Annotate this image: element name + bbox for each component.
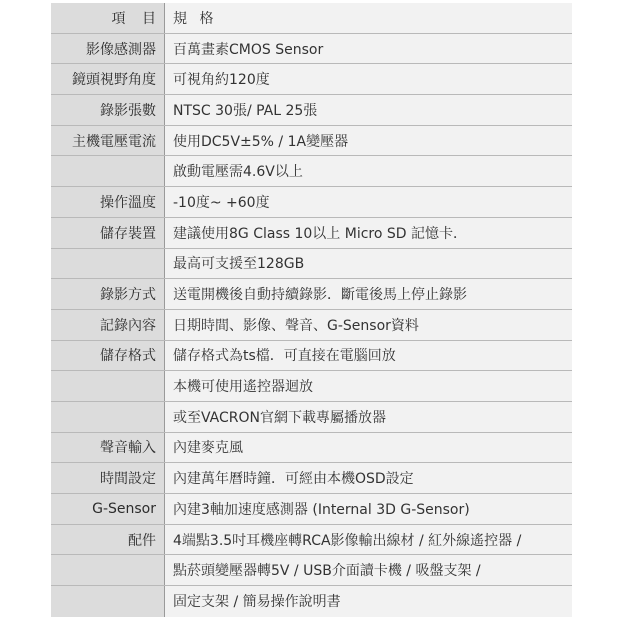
header-spec-label: 規 格 <box>165 3 572 33</box>
row-value: 最高可支援至128GB <box>165 249 572 279</box>
row-value: 送電開機後自動持續錄影．斷電後馬上停止錄影 <box>165 279 572 309</box>
table-row <box>51 279 572 310</box>
row-value: 日期時間、影像、聲音、G-Sensor資料 <box>165 310 572 340</box>
row-value: 或至VACRON官網下載專屬播放器 <box>165 402 572 432</box>
table-row <box>51 187 572 218</box>
table-row <box>51 156 572 187</box>
row-label: 儲存裝置 <box>51 218 165 248</box>
row-value: 4端點3.5吋耳機座轉RCA影像輸出線材 / 紅外線遙控器 / <box>165 525 572 555</box>
row-value: 可視角約120度 <box>165 64 572 94</box>
table-row <box>51 463 572 494</box>
row-value: 百萬畫素CMOS Sensor <box>165 34 572 64</box>
table-row <box>51 64 572 95</box>
row-value: 內建3軸加速度感測器 (Internal 3D G-Sensor) <box>165 494 572 524</box>
row-value: NTSC 30張/ PAL 25張 <box>165 95 572 125</box>
table-row <box>51 126 572 157</box>
header-item-label: 項 目 <box>51 3 165 33</box>
table-row <box>51 555 572 586</box>
table-row <box>51 525 572 556</box>
table-header-row <box>51 3 572 34</box>
table-row <box>51 95 572 126</box>
row-label-empty <box>51 586 165 617</box>
row-label: 記錄內容 <box>51 310 165 340</box>
table-row <box>51 371 572 402</box>
table-row <box>51 218 572 249</box>
row-label: 儲存格式 <box>51 341 165 371</box>
row-value: 使用DC5V±5% / 1A變壓器 <box>165 126 572 156</box>
table-row <box>51 433 572 464</box>
row-label-empty <box>51 402 165 432</box>
row-label: 聲音輸入 <box>51 433 165 463</box>
row-value: 固定支架 / 簡易操作說明書 <box>165 586 572 617</box>
row-value: 本機可使用遙控器迴放 <box>165 371 572 401</box>
row-label: 影像感測器 <box>51 34 165 64</box>
row-label: 時間設定 <box>51 463 165 493</box>
row-label: G-Sensor <box>51 494 165 524</box>
table-row <box>51 34 572 65</box>
row-label-empty <box>51 371 165 401</box>
row-label: 配件 <box>51 525 165 555</box>
row-value: 點菸頭變壓器轉5V / USB介面讀卡機 / 吸盤支架 / <box>165 555 572 585</box>
row-value: 內建麥克風 <box>165 433 572 463</box>
row-label: 錄影張數 <box>51 95 165 125</box>
row-value: 儲存格式為ts檔．可直接在電腦回放 <box>165 341 572 371</box>
row-value: 內建萬年曆時鐘．可經由本機OSD設定 <box>165 463 572 493</box>
row-value: 啟動電壓需4.6V以上 <box>165 156 572 186</box>
row-value: 建議使用8G Class 10以上 Micro SD 記憶卡． <box>165 218 572 248</box>
table-row <box>51 494 572 525</box>
row-label-empty <box>51 249 165 279</box>
row-label-empty <box>51 156 165 186</box>
row-label: 錄影方式 <box>51 279 165 309</box>
row-value: -10度~ +60度 <box>165 187 572 217</box>
table-row <box>51 249 572 280</box>
spec-table <box>51 3 572 617</box>
row-label: 操作溫度 <box>51 187 165 217</box>
table-row <box>51 341 572 372</box>
row-label-empty <box>51 555 165 585</box>
table-row <box>51 586 572 617</box>
table-row <box>51 310 572 341</box>
table-row <box>51 402 572 433</box>
row-label: 鏡頭視野角度 <box>51 64 165 94</box>
row-label: 主機電壓電流 <box>51 126 165 156</box>
